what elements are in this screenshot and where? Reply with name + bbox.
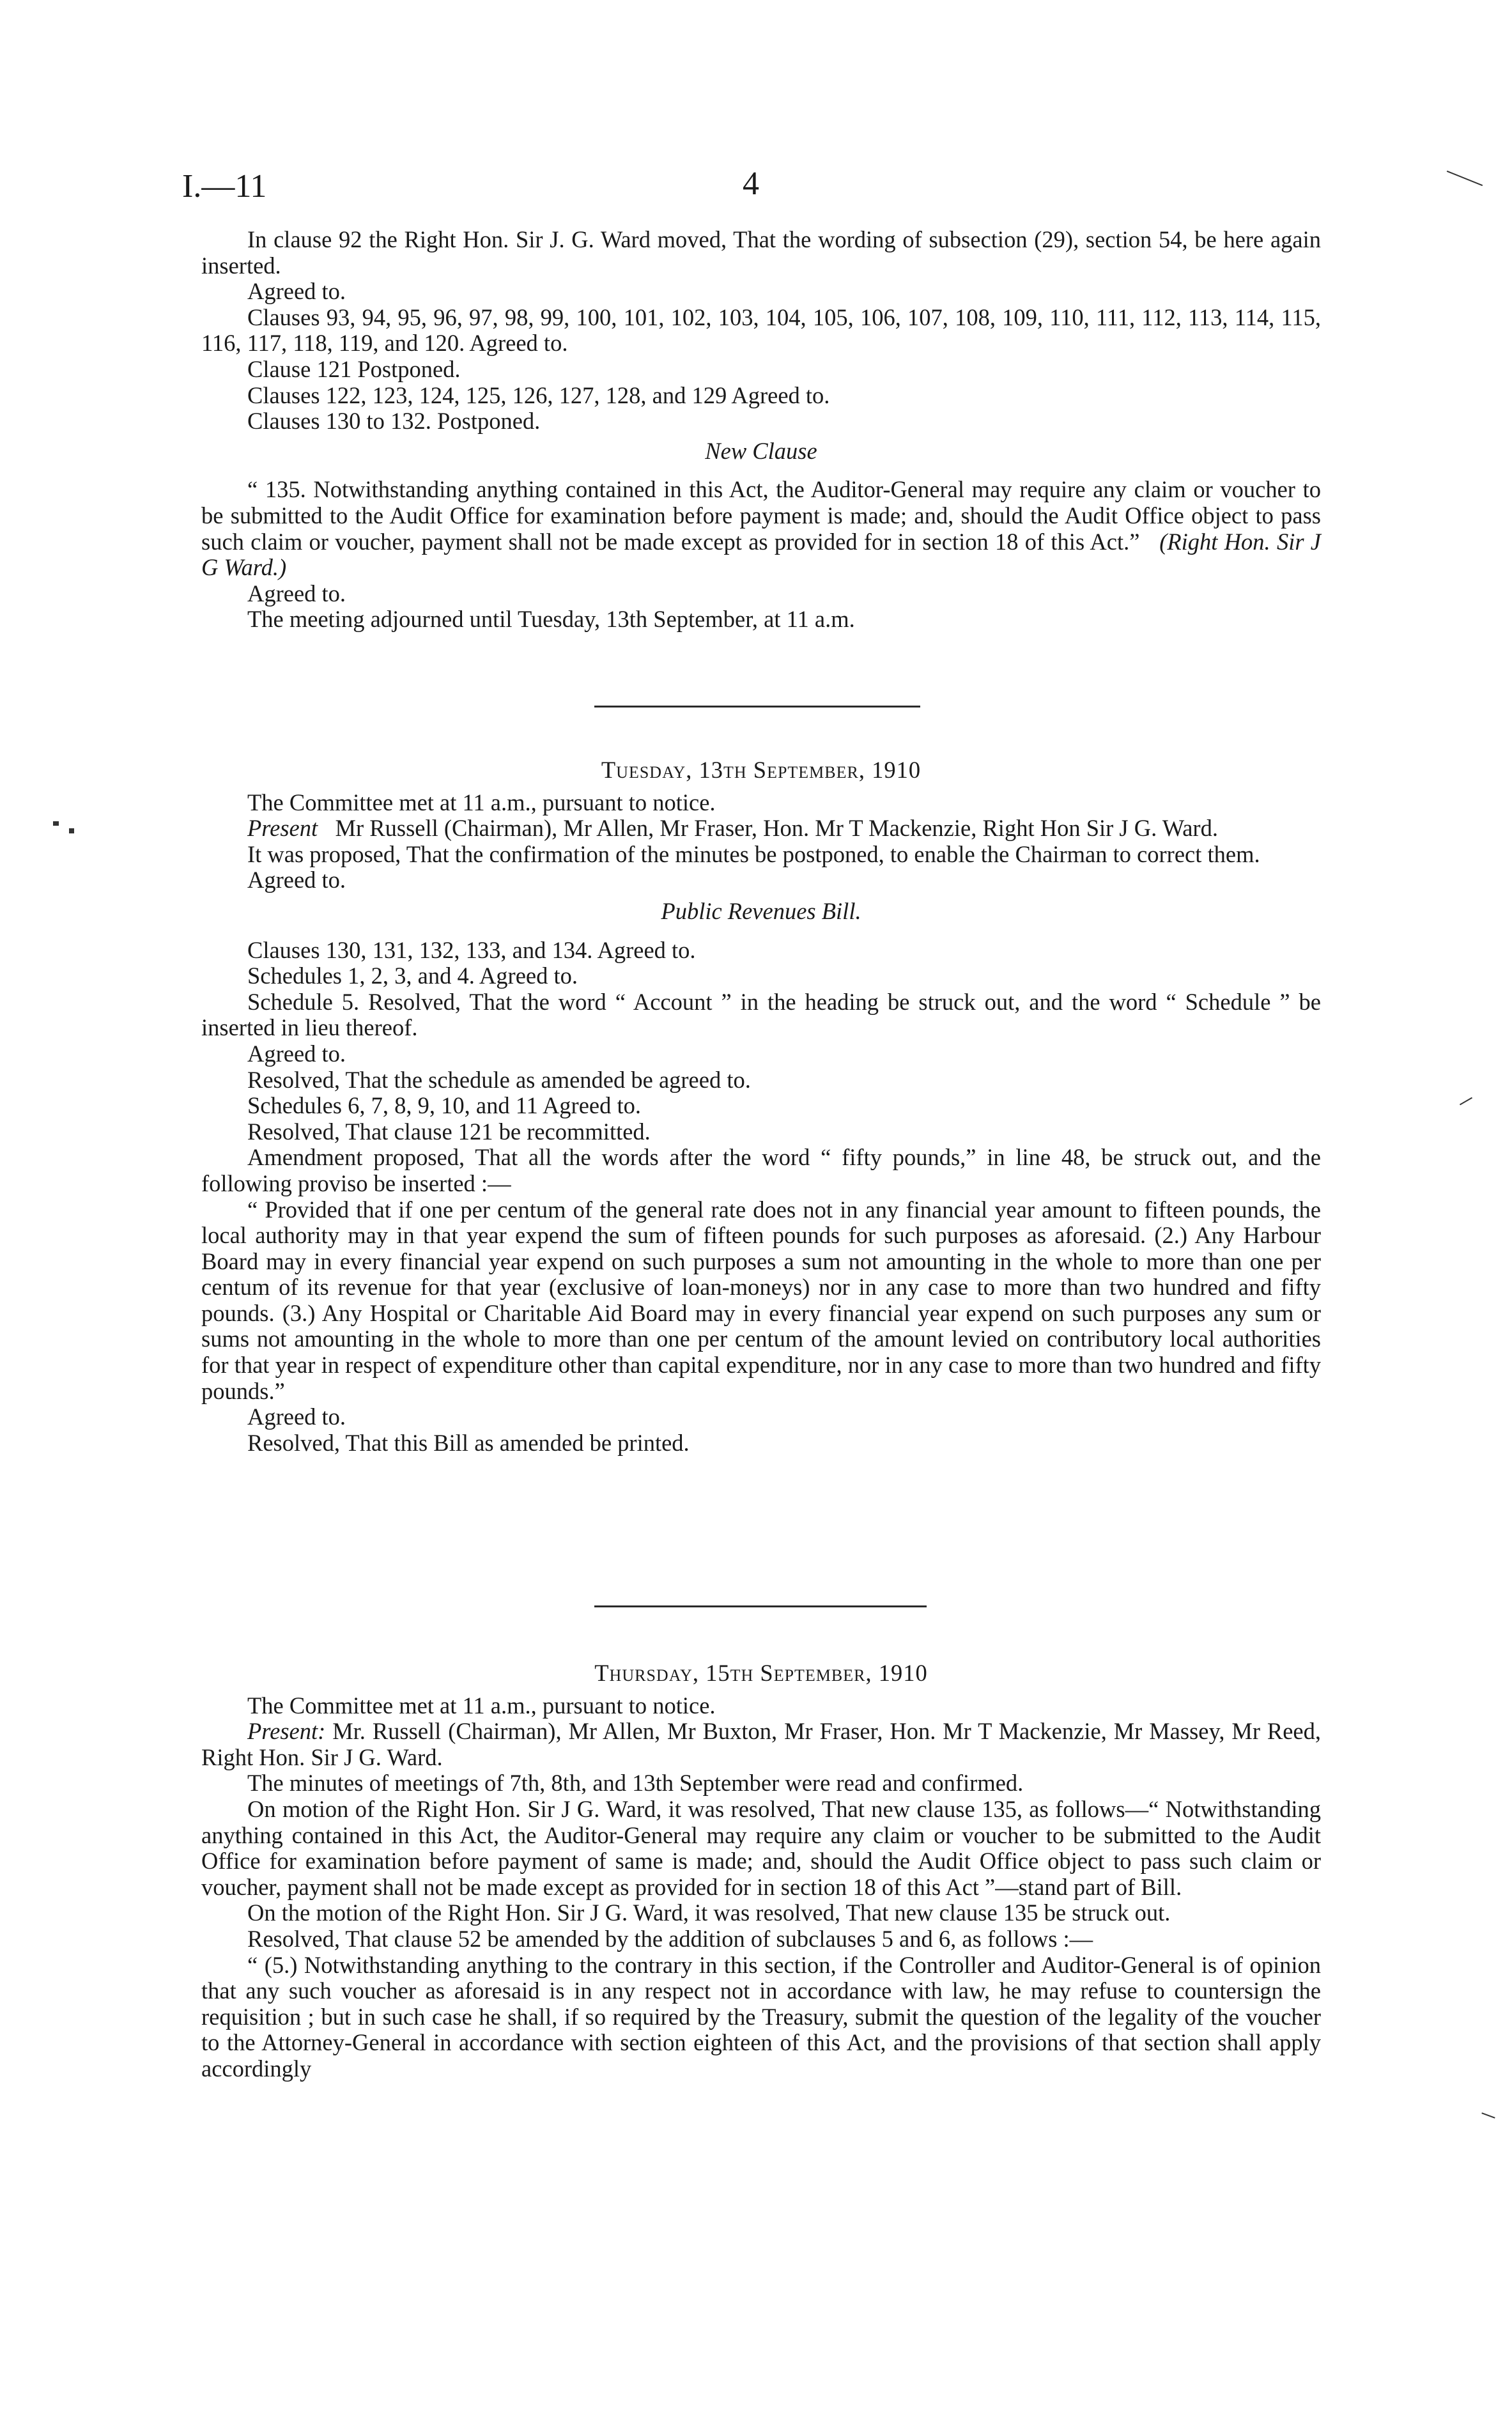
paragraph: Resolved, That the schedule as amended be agreed to. — [247, 1066, 751, 1093]
quoted-proviso: “ Provided that if one per centum of the general rate does not in any financial year amount to fifteen pounds, the local authority may in that year expend the sum of fifteen pounds for such purposes as aforesaid. (2.) Any Harbour Board may in every financial year expend on such purposes a sum not amounting in the whole to more than one per centum of its revenue for that year (exclusive of loan-moneys) nor in any case to more than two hundred and fifty pounds. (3.) Any Hospital or Charitable Aid Board may in every financial year expend on such purposes any sum or sums not amounting in the whole to more than one per centum of the amount levied on contributory local authorities for that year in respect of expenditure other than capital expenditure, nor in any case to more than two hundred and fifty pounds.” — [201, 1196, 1321, 1404]
section-divider — [594, 706, 920, 708]
paragraph: The meeting adjourned until Tuesday, 13th September, at 11 a.m. — [247, 606, 855, 633]
paragraph: It was proposed, That the confirmation of the minutes be postponed, to enable the Chairman to correct them. — [247, 840, 1260, 867]
meeting-date: Thursday, 15th September, 1910 — [594, 1660, 928, 1686]
paragraph: The Committee met at 11 a.m., pursuant to notice. — [247, 1692, 716, 1719]
paragraph: In clause 92 the Right Hon. Sir J. G. Ward moved, That the wording of subsection (29), section 54, be here again inserted. — [201, 226, 1321, 279]
paragraph: Schedule 5. Resolved, That the word “ Account ” in the heading be struck out, and the word “ Schedule ” be inserted in lieu thereof. — [201, 988, 1321, 1041]
section-3 — [201, 1660, 1321, 2082]
bill-heading: Public Revenues Bill. — [661, 897, 861, 924]
paragraph: Agreed to. — [247, 867, 346, 893]
paragraph: Clauses 93, 94, 95, 96, 97, 98, 99, 100, 101, 102, 103, 104, 105, 106, 107, 108, 109, 110, 111, 112, 113, 114, 115, 116, 117, 118, 119, and 120. Agreed to. — [201, 304, 1321, 357]
paragraph: Agreed to. — [247, 1403, 346, 1430]
paragraph: Resolved, That this Bill as amended be printed. — [247, 1429, 690, 1456]
section-1 — [201, 227, 1321, 633]
attendance-names: Mr Russell (Chairman), Mr Allen, Mr Fraser, Hon. Mr T Mackenzie, Right Hon Sir J G. Ward. — [335, 815, 1218, 842]
quoted-subclause: “ (5.) Notwithstanding anything to the contrary in this section, if the Controller and Auditor-General is of opinion that any such voucher as aforesaid is in any respect not in accordance with law, he may refuse to countersign the requisition ; but in such case he shall, if so required by the Treasury, submit the question of the legality of the voucher to the Attorney-General in accordance with section eighteen of this Act, and the provisions of that section shall apply accordingly — [201, 1951, 1321, 2082]
paragraph: Schedules 6, 7, 8, 9, 10, and 11 Agreed to. — [247, 1092, 642, 1119]
paragraph: Agreed to. — [247, 580, 346, 607]
scan-mark — [1447, 171, 1483, 186]
quote-text: “ 135. Notwithstanding anything contained in this Act, the Auditor-General may require any claim or voucher to be submitted to the Audit Office for examination before payment is made; and, should the Audit Office object to pass such claim or voucher, payment shall not be made except as provided for in section 18 of this Act.” — [201, 476, 1321, 555]
paragraph: Resolved, That clause 52 be amended by the addition of subclauses 5 and 6, as follows :— — [247, 1925, 1093, 1952]
paragraph: Resolved, That clause 121 be recommitted. — [247, 1118, 651, 1145]
paragraph: On the motion of the Right Hon. Sir J G. Ward, it was resolved, That new clause 135 be struck out. — [247, 1899, 1171, 1926]
paragraph: Clauses 130, 131, 132, 133, and 134. Agreed to. — [247, 936, 696, 963]
paragraph: Clauses 122, 123, 124, 125, 126, 127, 128, and 129 Agreed to. — [247, 382, 830, 408]
scan-mark — [1481, 2112, 1495, 2118]
attendance — [201, 816, 1321, 842]
paragraph: Clauses 130 to 132. Postponed. — [247, 408, 541, 435]
paragraph: On motion of the Right Hon. Sir J G. Ward, it was resolved, That new clause 135, as follows—“ Notwithstanding anything contained in this Act, the Auditor-General may require any claim or voucher to be submitted to the Audit Office for examination before payment of same is made; and, should the Audit Office object to pass such claim or voucher, payment shall not be made except as provided for in section 18 of this Act ”—stand part of Bill. — [201, 1795, 1321, 1900]
paragraph: Agreed to. — [247, 278, 346, 305]
scan-speck — [69, 828, 74, 833]
paragraph: The minutes of meetings of 7th, 8th, and 13th September were read and confirmed. — [247, 1770, 1024, 1797]
paragraph: Amendment proposed, That all the words after the word “ fifty pounds,” in line 48, be struck out, and the following proviso be inserted :— — [201, 1144, 1321, 1196]
section-divider — [594, 1605, 927, 1607]
sub-heading: New Clause — [705, 437, 817, 464]
paragraph: Schedules 1, 2, 3, and 4. Agreed to. — [247, 963, 578, 989]
quoted-clause — [201, 477, 1321, 580]
present-label: Present: — [247, 1718, 326, 1745]
quote-attribution: (Right Hon. Sir J G Ward.) — [201, 528, 1321, 581]
paragraph: The Committee met at 11 a.m., pursuant to notice. — [247, 789, 716, 816]
paragraph: Agreed to. — [247, 1040, 346, 1067]
attendance — [201, 1719, 1321, 1770]
meeting-date: Tuesday, 13th September, 1910 — [601, 757, 922, 783]
scan-speck — [53, 821, 59, 826]
page-number: 4 — [743, 166, 759, 202]
paragraph: Clause 121 Postponed. — [247, 355, 461, 382]
scan-mark — [1460, 1097, 1472, 1106]
section-2 — [201, 757, 1321, 1456]
present-label: Present — [247, 815, 318, 842]
document-reference: I.—11 — [182, 168, 267, 205]
attendance-names: Mr. Russell (Chairman), Mr Allen, Mr Buxton, Mr Fraser, Hon. Mr T Mackenzie, Mr Massey, Mr Reed, Right Hon. Sir J G. Ward. — [201, 1718, 1322, 1770]
